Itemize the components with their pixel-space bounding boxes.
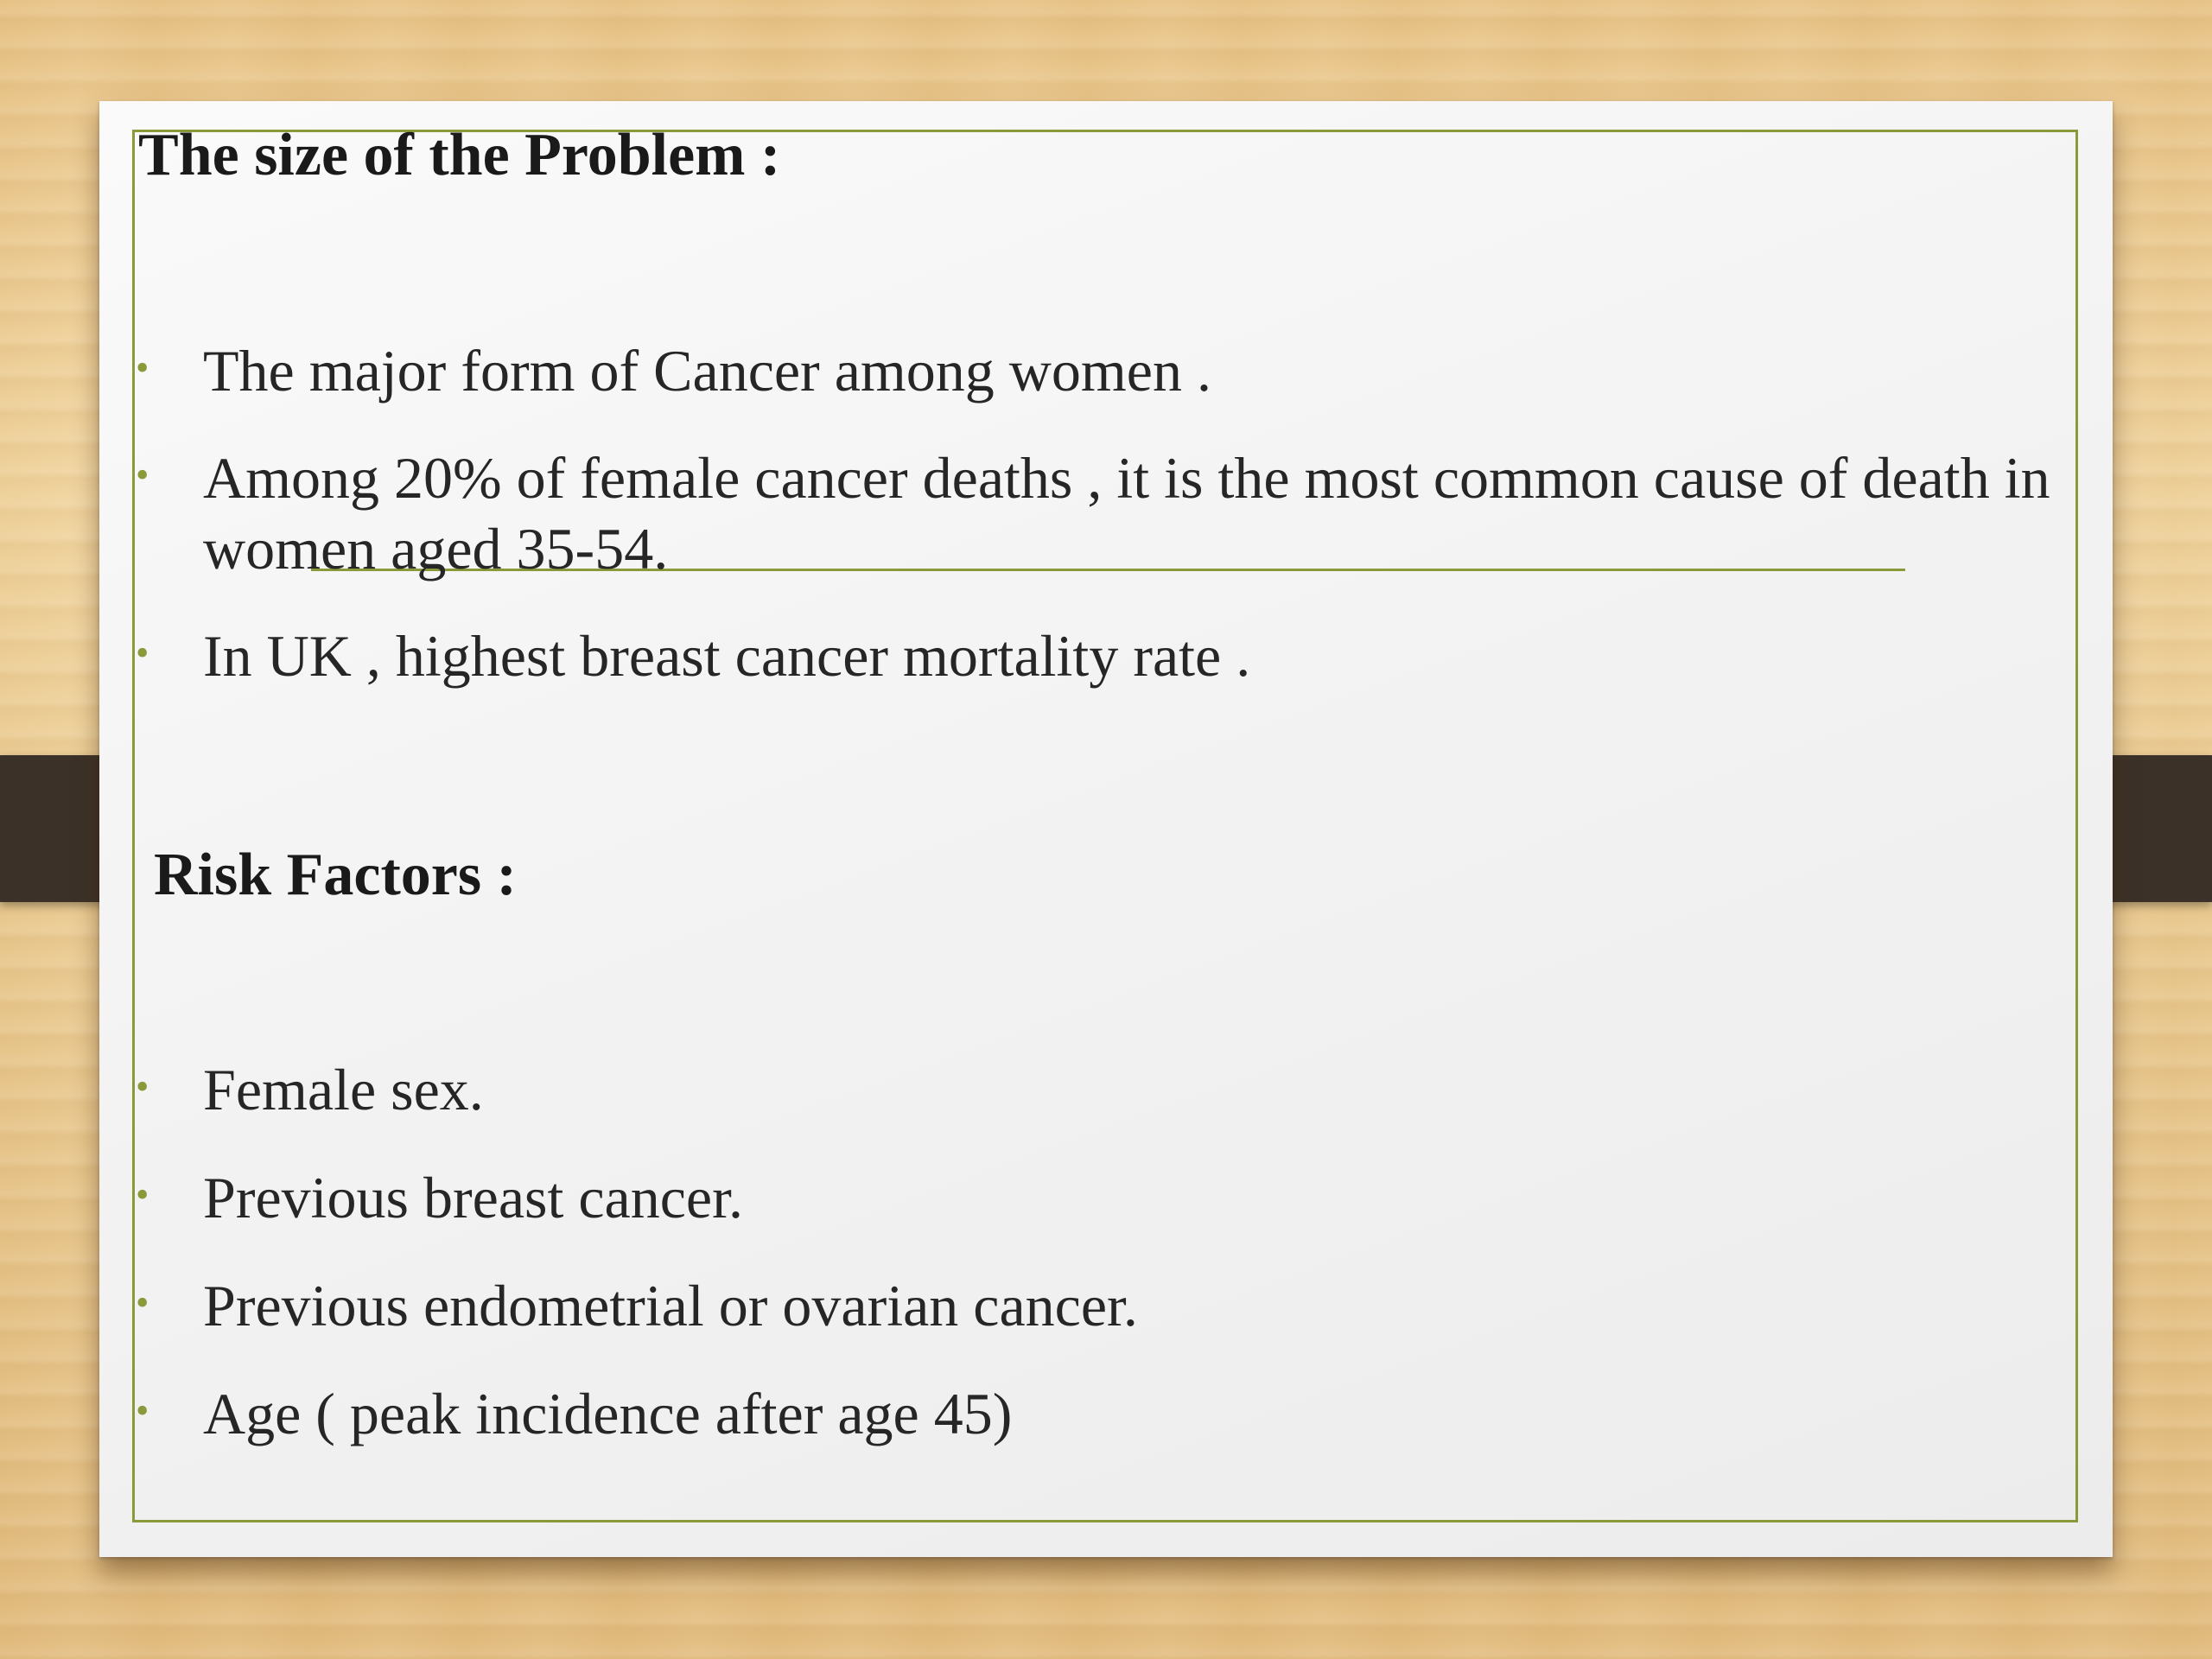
bullet-icon: • [136, 346, 149, 389]
list-item [134, 442, 2065, 584]
bullet-text: The major form of Cancer among women . [203, 338, 1211, 404]
problem-size-list [134, 335, 2065, 691]
risk-factors-list [134, 1054, 2065, 1486]
list-item [134, 620, 2065, 691]
bullet-text: Among 20% of female cancer deaths , it is the most common cause of death in women aged 35-54. [203, 445, 2050, 582]
list-item [134, 1054, 2065, 1125]
bullet-icon: • [136, 1065, 149, 1108]
bullet-icon: • [136, 1281, 149, 1324]
bullet-text: Female sex. [203, 1057, 484, 1122]
bullet-icon: • [136, 1173, 149, 1216]
bullet-text: Age ( peak incidence after age 45) [203, 1381, 1013, 1446]
bullet-icon: • [136, 632, 149, 674]
bullet-text: Previous endometrial or ovarian cancer. [203, 1273, 1138, 1338]
problem-size-heading: The size of the Problem : [138, 122, 781, 188]
bullet-text: In UK , highest breast cancer mortality rate . [203, 623, 1251, 689]
list-item [134, 1162, 2065, 1233]
bullet-icon: • [136, 1389, 149, 1432]
bullet-icon: • [136, 454, 149, 496]
list-item [134, 1378, 2065, 1449]
list-item [134, 1270, 2065, 1341]
risk-factors-heading: Risk Factors : [154, 842, 517, 908]
bullet-text: Previous breast cancer. [203, 1165, 743, 1230]
list-item [134, 335, 2065, 406]
